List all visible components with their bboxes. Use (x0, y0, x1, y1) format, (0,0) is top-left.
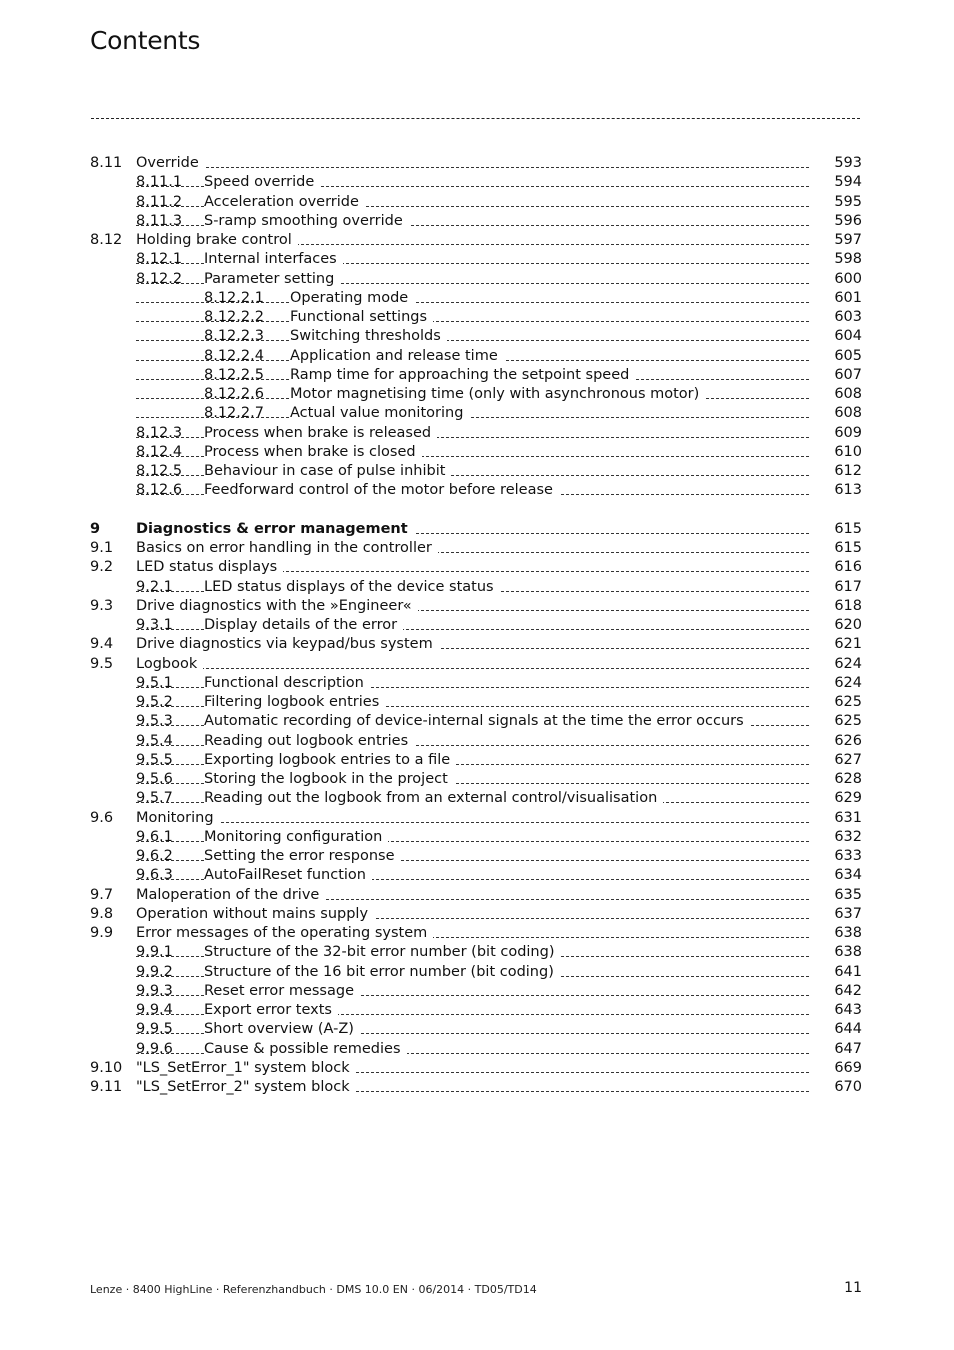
toc-entry-title[interactable]: Ramp time for approaching the setpoint speed (290, 366, 635, 385)
toc-entry[interactable] (0, 1040, 954, 1059)
toc-entry-page[interactable]: 605 (834, 347, 862, 364)
toc-entry-title[interactable]: Short overview (A-Z) (204, 1020, 360, 1039)
toc-entry-number: 9.7 (90, 886, 114, 903)
toc-entry-page[interactable]: 644 (834, 1021, 862, 1038)
toc-entry[interactable] (0, 712, 954, 731)
toc-entry-page[interactable]: 608 (834, 386, 862, 402)
toc-entry-title[interactable]: Basics on error handling in the controller (136, 539, 438, 558)
toc-entry-number: 9.6.1 (136, 828, 173, 845)
toc-entry-number: 9.9 (90, 925, 114, 941)
toc-entry-number: 9.1 (90, 540, 114, 556)
toc-entry-number: 9.6.3 (136, 867, 173, 884)
toc-entry-title[interactable]: Storing the logbook in the project (204, 770, 454, 789)
toc-entry[interactable] (0, 597, 954, 616)
toc-entry-title[interactable]: Reading out logbook entries (204, 732, 414, 751)
toc-entry[interactable] (0, 616, 954, 635)
toc-entry-number: 8.12.2.5 (204, 366, 264, 383)
toc-entry-page[interactable]: 631 (834, 809, 862, 826)
toc-entry-page[interactable]: 625 (834, 694, 862, 710)
toc-entry-page[interactable]: 615 (834, 520, 862, 537)
toc-entry-number: 9.8 (90, 905, 114, 922)
toc-entry-number: 9.5.1 (136, 674, 173, 691)
toc-entry[interactable] (0, 481, 954, 500)
toc-entry-number: 9.3 (90, 597, 114, 614)
toc-entry[interactable] (0, 770, 954, 789)
toc-entry-page[interactable]: 626 (834, 732, 862, 749)
toc-entry-number: 9.9.2 (136, 963, 173, 980)
toc-entry-number: 8.12.4 (136, 443, 183, 460)
toc-entry-number: 9.6 (90, 809, 114, 826)
toc-entry[interactable] (0, 539, 954, 558)
toc-entry-number: 9.5.3 (136, 713, 173, 730)
toc-entry-number: 8.12.5 (136, 463, 183, 479)
toc-entry-page[interactable]: 603 (834, 309, 862, 325)
toc-entry-page[interactable]: 613 (834, 482, 862, 499)
toc-entry-title[interactable]: Automatic recording of device-internal signals at the time the error occurs (204, 712, 750, 731)
toc-entry-title[interactable]: Speed override (204, 173, 320, 192)
toc-entry-title[interactable]: Parameter setting (204, 270, 340, 289)
toc-entry-page[interactable]: 607 (834, 366, 862, 383)
toc-entry-title[interactable]: Override (136, 154, 205, 173)
toc-entry[interactable] (0, 558, 954, 577)
table-of-contents (0, 154, 954, 1097)
toc-entry-title[interactable]: Cause & possible remedies (204, 1040, 407, 1059)
toc-entry-page[interactable]: 618 (834, 597, 862, 614)
toc-entry-title[interactable]: Diagnostics & error management (136, 520, 414, 539)
page-title: Contents (90, 26, 201, 55)
toc-entry[interactable] (0, 173, 954, 192)
toc-entry[interactable] (0, 655, 954, 674)
toc-entry-number: 9.9.4 (136, 1002, 173, 1018)
dot-leader (136, 668, 809, 669)
toc-entry-number: 9.9.3 (136, 982, 173, 999)
dot-leader (136, 417, 809, 418)
toc-entry-title[interactable]: Feedforward control of the motor before release (204, 481, 559, 500)
toc-entry[interactable] (0, 828, 954, 847)
toc-entry-number: 8.11.2 (136, 193, 183, 210)
toc-entry-number: 8.12.3 (136, 424, 183, 441)
toc-entry-page[interactable]: 641 (834, 963, 862, 980)
toc-entry[interactable] (0, 366, 954, 385)
toc-entry-title[interactable]: Drive diagnostics via keypad/bus system (136, 635, 439, 654)
toc-entry-title[interactable]: Structure of the 32-bit error number (bit coding) (204, 943, 561, 962)
toc-entry-page[interactable]: 634 (834, 867, 862, 884)
toc-entry-page[interactable]: 632 (834, 828, 862, 845)
toc-entry-number: 8.12 (90, 232, 123, 248)
toc-entry-page[interactable]: 621 (834, 636, 862, 653)
toc-entry-page[interactable]: 608 (834, 405, 862, 422)
toc-entry[interactable] (0, 693, 954, 712)
toc-entry-number: 9.4 (90, 636, 114, 653)
toc-entry-page[interactable]: 669 (834, 1059, 862, 1076)
toc-entry-number: 8.12.6 (136, 482, 183, 499)
toc-entry[interactable] (0, 231, 954, 250)
toc-entry-title[interactable]: Acceleration override (204, 193, 365, 212)
toc-entry-page[interactable]: 597 (834, 232, 862, 248)
toc-entry-title[interactable]: AutoFailReset function (204, 866, 372, 885)
toc-entry-number: 9.9.1 (136, 944, 173, 961)
toc-entry-number: 9.5.6 (136, 771, 173, 787)
toc-entry[interactable] (0, 327, 954, 346)
toc-entry[interactable] (0, 1059, 954, 1078)
toc-entry-title[interactable]: Motor magnetising time (only with asynchronous motor) (290, 385, 705, 404)
toc-entry-title[interactable]: Setting the error response (204, 847, 401, 866)
toc-entry-page[interactable]: 594 (834, 174, 862, 191)
toc-entry[interactable] (0, 751, 954, 770)
toc-entry-number: 8.12.2.4 (204, 347, 264, 364)
toc-entry-page[interactable]: 615 (834, 540, 862, 556)
toc-entry-number: 8.12.2.7 (204, 405, 264, 422)
toc-entry-number: 8.11.3 (136, 212, 183, 229)
toc-entry-title[interactable]: "LS_SetError_2" system block (136, 1078, 356, 1097)
toc-entry[interactable] (0, 963, 954, 982)
toc-entry[interactable] (0, 289, 954, 308)
toc-entry-page[interactable]: 633 (834, 848, 862, 864)
toc-entry-page[interactable]: 647 (834, 1040, 862, 1057)
toc-entry[interactable] (0, 982, 954, 1001)
toc-entry[interactable] (0, 404, 954, 423)
toc-entry-number: 8.12.2.2 (204, 309, 264, 325)
toc-entry-title[interactable]: Monitoring (136, 809, 220, 828)
page-number: 11 (844, 1280, 862, 1296)
toc-entry-number: 9.5.5 (136, 751, 173, 768)
toc-entry-title[interactable]: LED status displays of the device status (204, 578, 500, 597)
toc-entry-title[interactable]: Holding brake control (136, 231, 298, 250)
toc-entry[interactable] (0, 520, 954, 539)
toc-entry-number: 9.2.1 (136, 578, 173, 595)
toc-entry-title[interactable]: S-ramp smoothing override (204, 212, 409, 231)
toc-entry-title[interactable]: Error messages of the operating system (136, 924, 433, 943)
toc-entry-page[interactable]: 624 (834, 655, 862, 672)
toc-entry-number: 9.5.4 (136, 732, 173, 749)
toc-entry-title[interactable]: Export error texts (204, 1001, 338, 1020)
dot-leader (136, 321, 809, 322)
toc-entry-page[interactable]: 625 (834, 713, 862, 730)
toc-entry-title[interactable]: Structure of the 16 bit error number (bit coding) (204, 963, 560, 982)
toc-spacer (0, 501, 954, 520)
toc-entry-page[interactable]: 620 (834, 617, 862, 633)
toc-entry-page[interactable]: 596 (834, 212, 862, 229)
toc-entry[interactable] (0, 424, 954, 443)
toc-entry-page[interactable]: 638 (834, 944, 862, 961)
toc-entry-page[interactable]: 609 (834, 424, 862, 441)
toc-entry-number: 9.9.6 (136, 1040, 173, 1057)
toc-entry[interactable] (0, 1078, 954, 1097)
toc-entry-number: 8.12.2.1 (204, 289, 264, 306)
toc-entry-title[interactable]: Actual value monitoring (290, 404, 469, 423)
toc-entry-number: 9.11 (90, 1079, 123, 1095)
toc-entry[interactable] (0, 578, 954, 597)
toc-entry-title[interactable]: Operation without mains supply (136, 905, 374, 924)
toc-entry-title[interactable]: Display details of the error (204, 616, 403, 635)
toc-entry-title[interactable]: Operating mode (290, 289, 414, 308)
toc-entry-title[interactable]: "LS_SetError_1" system block (136, 1059, 356, 1078)
toc-entry-number: 9.6.2 (136, 848, 173, 864)
toc-entry-title[interactable]: Application and release time (290, 347, 504, 366)
toc-entry-title[interactable]: Functional settings (290, 308, 433, 327)
toc-entry-number: 8.12.2.6 (204, 386, 264, 402)
toc-entry-page[interactable]: 612 (834, 463, 862, 479)
toc-entry-page[interactable]: 593 (834, 155, 862, 171)
toc-entry-page[interactable]: 628 (834, 771, 862, 787)
toc-entry[interactable] (0, 1001, 954, 1020)
toc-entry[interactable] (0, 886, 954, 905)
toc-entry-title[interactable]: Logbook (136, 655, 203, 674)
toc-entry-page[interactable]: 638 (834, 925, 862, 941)
toc-entry-title[interactable]: Process when brake is released (204, 424, 437, 443)
toc-entry[interactable] (0, 674, 954, 693)
toc-entry-page[interactable]: 610 (834, 443, 862, 460)
toc-entry-number: 9.9.5 (136, 1021, 173, 1038)
toc-entry[interactable] (0, 1020, 954, 1039)
toc-entry-number: 9.3.1 (136, 617, 173, 633)
toc-entry[interactable] (0, 866, 954, 885)
toc-entry[interactable] (0, 250, 954, 269)
toc-entry-title[interactable]: Reading out the logbook from an external control/visualisation (204, 789, 663, 808)
toc-entry-page[interactable]: 598 (834, 251, 862, 268)
toc-entry-page[interactable]: 642 (834, 982, 862, 999)
toc-entry-number: 8.11.1 (136, 174, 183, 191)
toc-entry-page[interactable]: 670 (834, 1079, 862, 1095)
toc-entry-page[interactable]: 601 (834, 289, 862, 306)
toc-entry-page[interactable]: 637 (834, 905, 862, 922)
toc-entry-title[interactable]: Monitoring configuration (204, 828, 388, 847)
toc-entry-title[interactable]: Filtering logbook entries (204, 693, 385, 712)
toc-entry[interactable] (0, 847, 954, 866)
toc-entry-page[interactable]: 624 (834, 674, 862, 691)
header-divider (91, 118, 860, 119)
toc-entry-page[interactable]: 629 (834, 790, 862, 807)
toc-entry[interactable] (0, 924, 954, 943)
toc-entry-number: 8.12.2 (136, 270, 183, 287)
toc-entry[interactable] (0, 635, 954, 654)
toc-entry-number: 9.5.2 (136, 694, 173, 710)
toc-entry-title[interactable]: Exporting logbook entries to a file (204, 751, 456, 770)
toc-entry[interactable] (0, 193, 954, 212)
dot-leader (136, 340, 809, 341)
toc-entry-title[interactable]: Reset error message (204, 982, 360, 1001)
toc-entry-page[interactable]: 600 (834, 270, 862, 287)
dot-leader (136, 302, 809, 303)
toc-entry-page[interactable]: 617 (834, 578, 862, 595)
footer-text: Lenze · 8400 HighLine · Referenzhandbuch · DMS 10.0 EN · 06/2014 · TD05/TD14 (90, 1283, 537, 1296)
toc-entry-number: 9.5.7 (136, 790, 173, 807)
toc-entry-number: 8.12.2.3 (204, 328, 264, 345)
toc-entry[interactable] (0, 443, 954, 462)
toc-entry-number: 8.12.1 (136, 251, 183, 268)
toc-entry-title[interactable]: Process when brake is closed (204, 443, 422, 462)
toc-entry[interactable] (0, 809, 954, 828)
toc-entry[interactable] (0, 905, 954, 924)
toc-entry-number: 9.5 (90, 655, 114, 672)
toc-entry-title[interactable]: Switching thresholds (290, 327, 447, 346)
toc-entry-page[interactable]: 604 (834, 328, 862, 345)
toc-entry-page[interactable]: 635 (834, 886, 862, 903)
toc-entry-page[interactable]: 595 (834, 193, 862, 210)
toc-entry-number: 9.10 (90, 1059, 123, 1076)
toc-entry[interactable] (0, 789, 954, 808)
toc-entry-title[interactable]: Behaviour in case of pulse inhibit (204, 462, 451, 481)
toc-entry-number: 9.2 (90, 559, 114, 576)
toc-entry-page[interactable]: 627 (834, 751, 862, 768)
dot-leader (136, 822, 809, 823)
toc-entry[interactable] (0, 154, 954, 173)
toc-entry-number: 8.11 (90, 155, 123, 171)
toc-entry-title[interactable]: LED status displays (136, 558, 283, 577)
toc-entry[interactable] (0, 270, 954, 289)
toc-entry-number: 9 (90, 520, 101, 537)
toc-entry[interactable] (0, 732, 954, 751)
toc-entry-title[interactable]: Maloperation of the drive (136, 886, 325, 905)
toc-entry[interactable] (0, 212, 954, 231)
toc-entry-page[interactable]: 616 (834, 559, 862, 576)
toc-entry[interactable] (0, 308, 954, 327)
toc-entry[interactable] (0, 385, 954, 404)
toc-entry[interactable] (0, 347, 954, 366)
toc-entry-title[interactable]: Drive diagnostics with the »Engineer« (136, 597, 418, 616)
toc-entry-title[interactable]: Functional description (204, 674, 370, 693)
toc-entry[interactable] (0, 462, 954, 481)
toc-entry[interactable] (0, 943, 954, 962)
dot-leader (136, 167, 809, 168)
toc-entry-page[interactable]: 643 (834, 1002, 862, 1018)
toc-entry-title[interactable]: Internal interfaces (204, 250, 343, 269)
